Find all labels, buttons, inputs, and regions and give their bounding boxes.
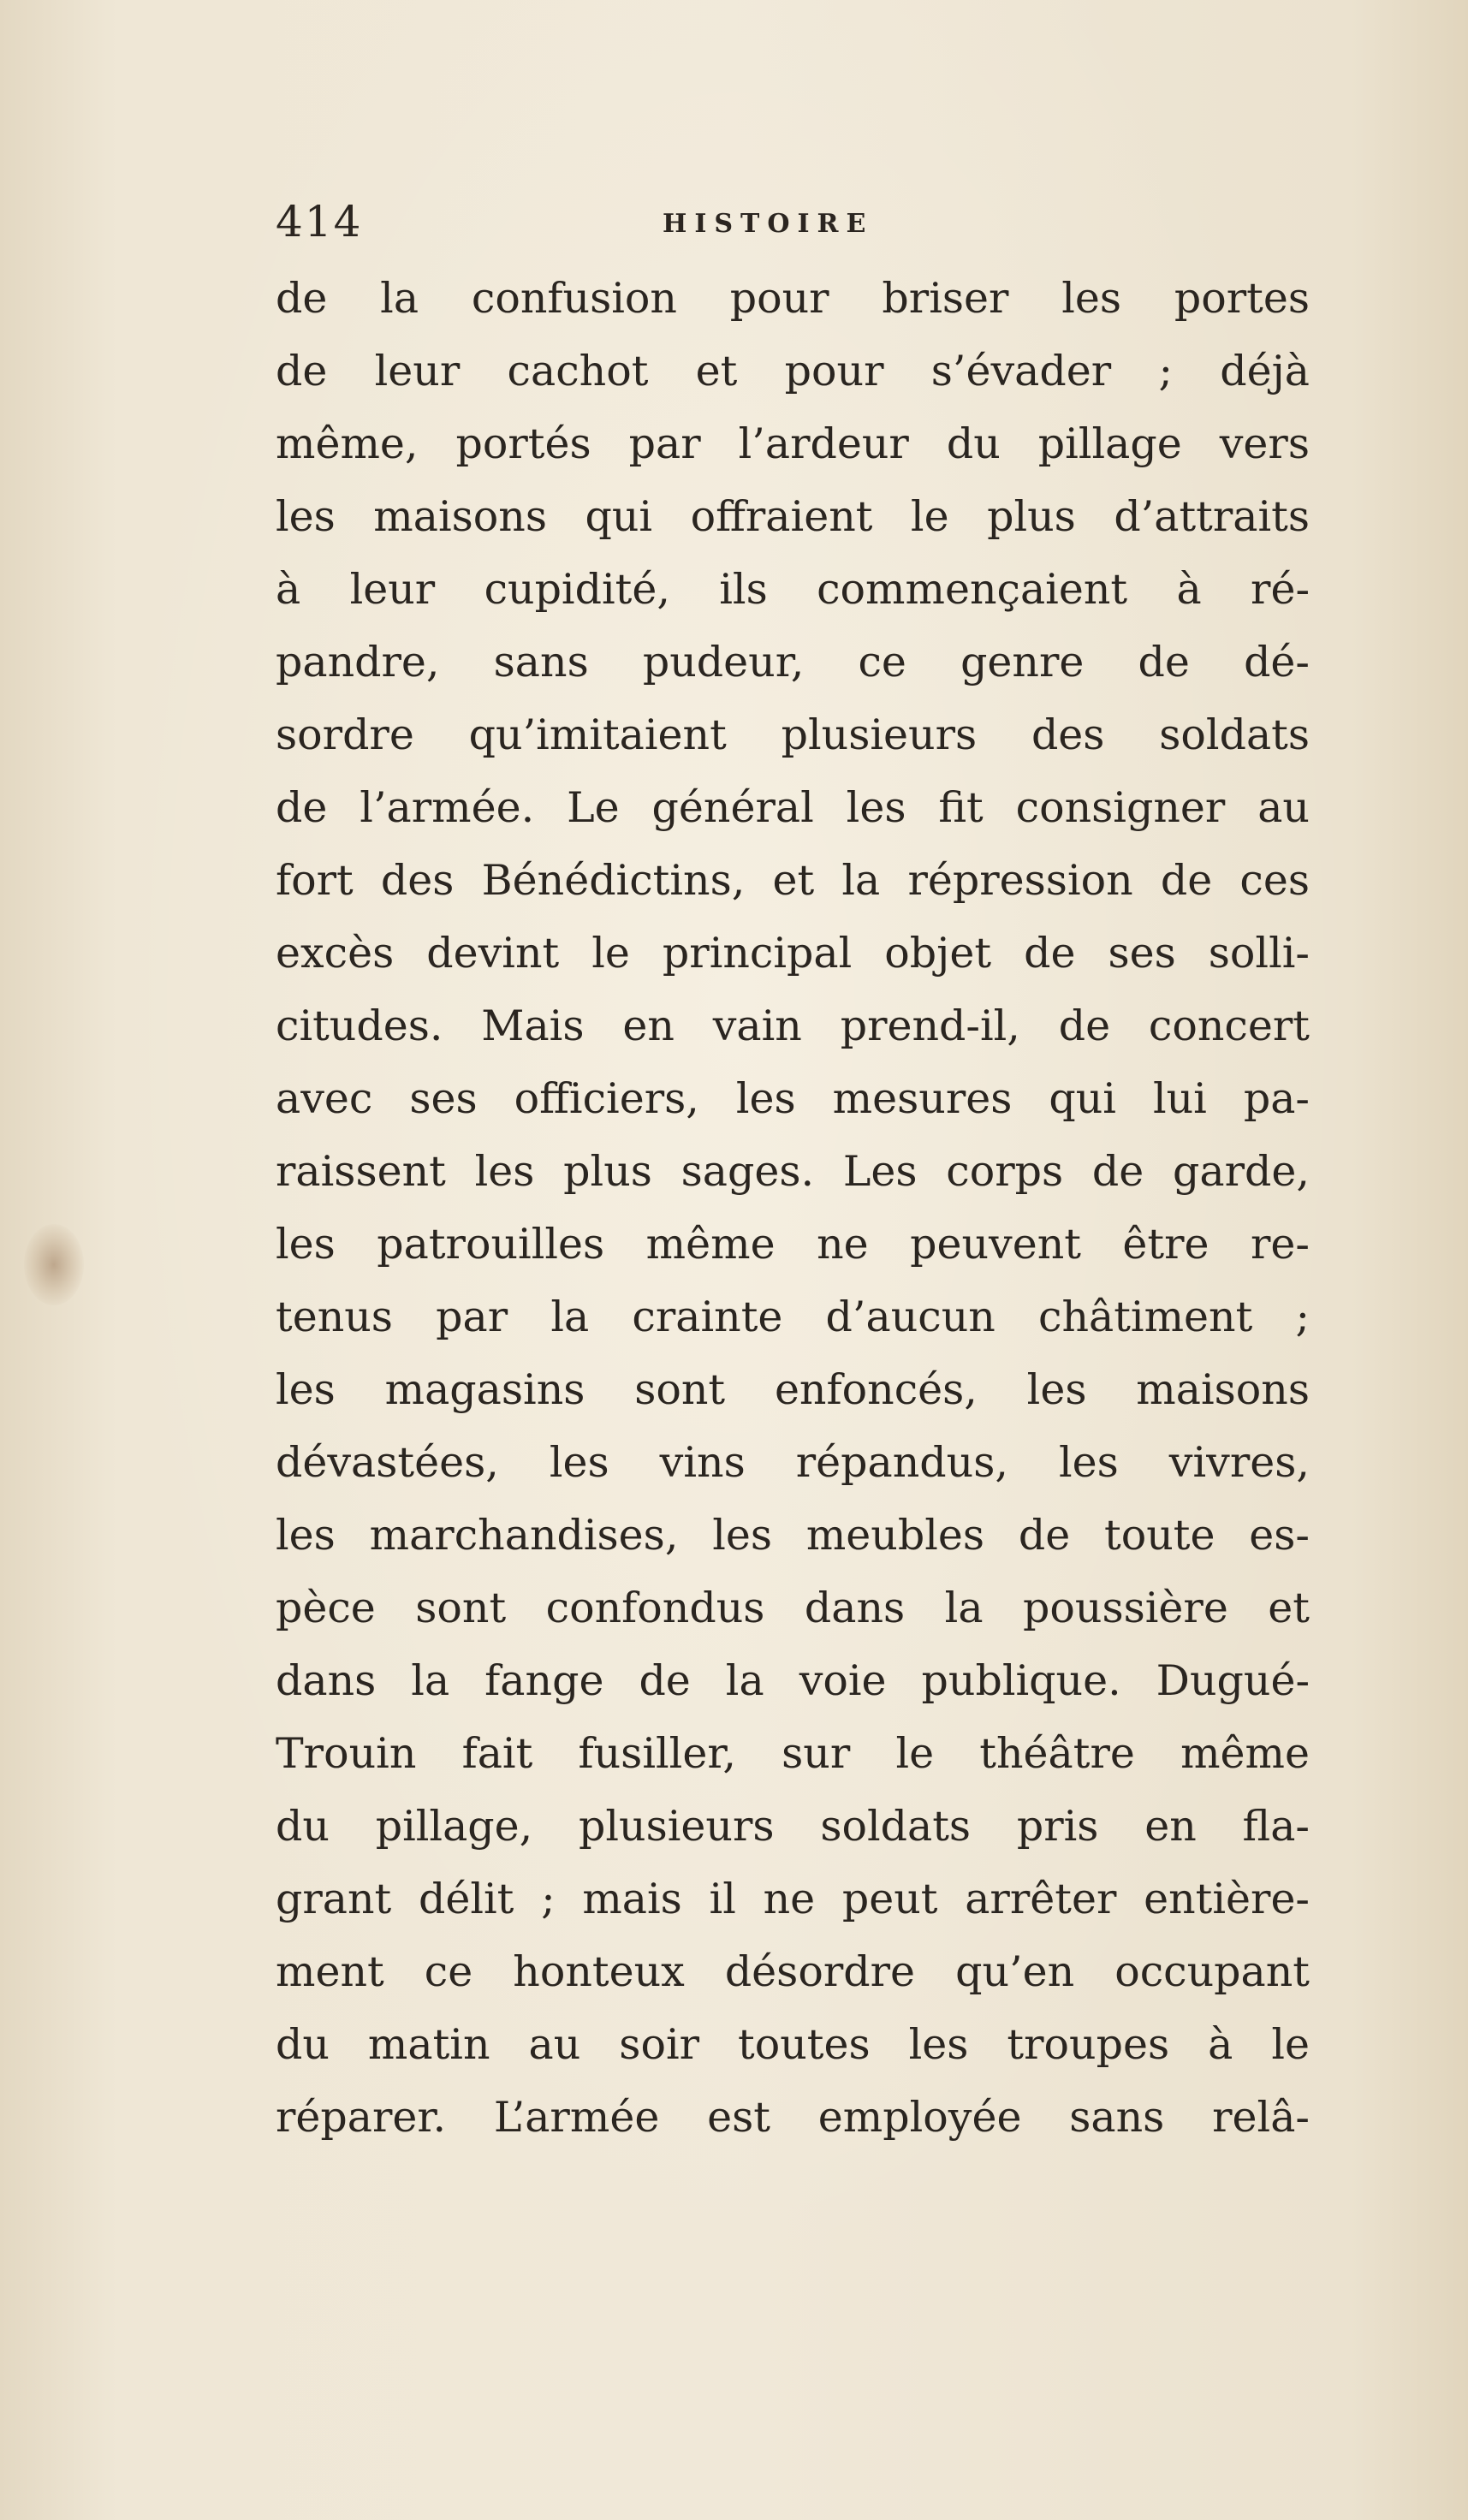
text-line: citudes. Mais en vain prend-il, de concert — [276, 1001, 1310, 1050]
text-line: avec ses officiers, les mesures qui lui pa- — [276, 1074, 1310, 1123]
text-line: les magasins sont enfoncés, les maisons — [276, 1365, 1310, 1414]
text-line: pèce sont confondus dans la poussière et — [276, 1584, 1310, 1632]
page-header — [276, 197, 1303, 257]
text-line: du pillage, plusieurs soldats pris en fla- — [276, 1802, 1310, 1851]
text-line: sordre qu’imitaient plusieurs des soldats — [276, 710, 1310, 759]
text-line: du matin au soir toutes les troupes à le — [276, 2020, 1310, 2069]
text-line: de leur cachot et pour s’évader ; déjà — [276, 347, 1310, 395]
text-line: pandre, sans pudeur, ce genre de dé- — [276, 638, 1310, 686]
text-line: grant délit ; mais il ne peut arrêter entière- — [276, 1875, 1310, 1923]
text-line: ment ce honteux désordre qu’en occupant — [276, 1947, 1310, 1996]
text-line: fort des Bénédictins, et la répression de ces — [276, 856, 1310, 905]
text-line: même, portés par l’ardeur du pillage vers — [276, 419, 1310, 468]
text-line: les marchandises, les meubles de toute es- — [276, 1511, 1310, 1560]
body-text — [276, 262, 1310, 2154]
text-line: dévastées, les vins répandus, les vivres, — [276, 1438, 1310, 1487]
text-line: tenus par la crainte d’aucun châtiment ; — [276, 1293, 1310, 1341]
paper-stain — [24, 1224, 84, 1305]
text-line: réparer. L’armée est employée sans relâ- — [276, 2093, 1310, 2142]
text-line: les patrouilles même ne peuvent être re- — [276, 1220, 1310, 1269]
text-line: raissent les plus sages. Les corps de garde, — [276, 1147, 1310, 1196]
running-head: HISTOIRE — [663, 209, 874, 239]
text-line: à leur cupidité, ils commençaient à ré- — [276, 565, 1310, 614]
text-line: les maisons qui offraient le plus d’attraits — [276, 492, 1310, 541]
text-line: Trouin fait fusiller, sur le théâtre même — [276, 1729, 1310, 1778]
page-number: 414 — [276, 197, 363, 247]
text-line: de l’armée. Le général les fit consigner au — [276, 783, 1310, 832]
text-line: excès devint le principal objet de ses solli- — [276, 929, 1310, 978]
text-line: dans la fange de la voie publique. Dugué- — [276, 1656, 1310, 1705]
text-line: de la confusion pour briser les portes — [276, 274, 1310, 323]
